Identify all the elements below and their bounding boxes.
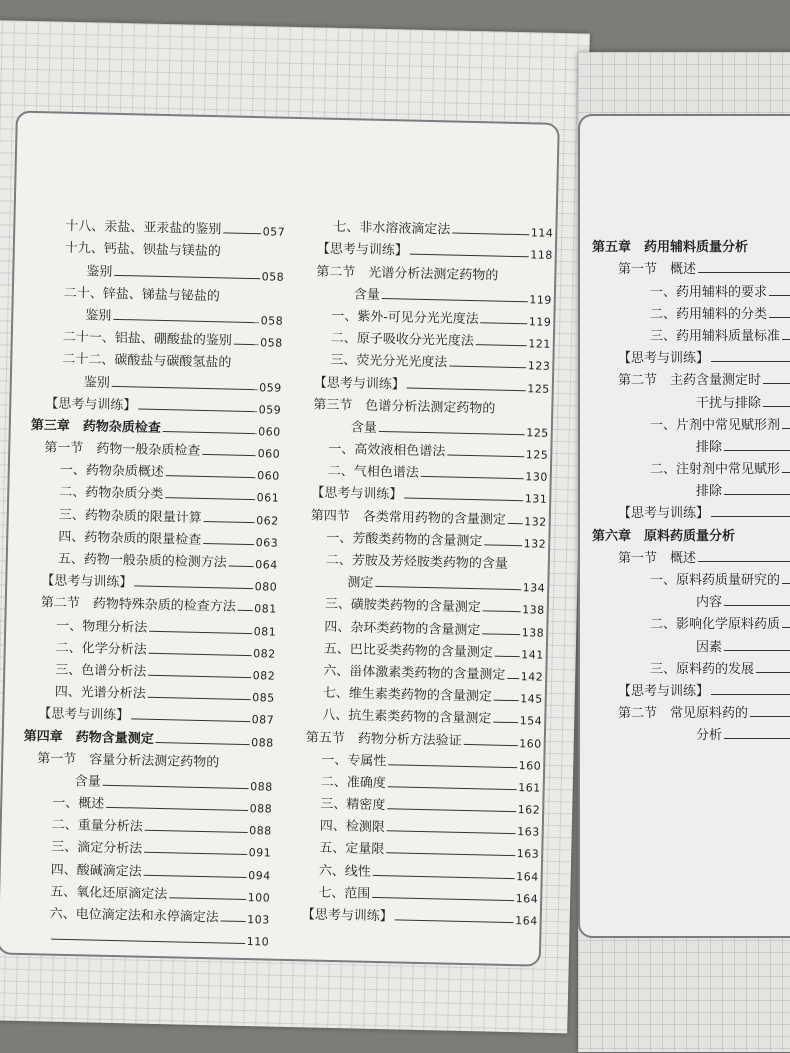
toc-entry-title: 第一节 药物一般杂质检查 bbox=[44, 440, 201, 459]
toc-entry-title: 测定 bbox=[347, 575, 374, 592]
toc-leader bbox=[373, 875, 514, 879]
toc-entry-title: 四、药物杂质的限量检查 bbox=[58, 529, 202, 548]
toc-entry bbox=[592, 521, 790, 543]
toc-entry bbox=[604, 499, 790, 521]
toc-leader bbox=[134, 586, 252, 590]
toc-entry bbox=[644, 388, 790, 410]
toc-leader bbox=[166, 475, 255, 478]
toc-page-number: 163 bbox=[517, 825, 540, 839]
toc-column-right bbox=[592, 233, 790, 744]
toc-leader bbox=[144, 874, 246, 877]
toc-entry-title: 一、原料药质量研究的 bbox=[650, 573, 781, 588]
toc-leader bbox=[229, 566, 254, 568]
toc-leader bbox=[508, 523, 523, 524]
toc-entry bbox=[592, 233, 790, 255]
toc-page-number: 154 bbox=[519, 714, 543, 729]
toc-page-number: 088 bbox=[249, 802, 273, 816]
right-page bbox=[578, 52, 790, 1052]
toc-page-number: 082 bbox=[253, 646, 276, 661]
toc-page-number: 059 bbox=[259, 380, 282, 395]
toc-page-number: 114 bbox=[530, 226, 554, 241]
toc-leader bbox=[103, 785, 248, 789]
toc-entry bbox=[644, 588, 790, 610]
toc-entry-title: 三、原料药的发展 bbox=[650, 661, 755, 677]
toc-entry bbox=[604, 677, 790, 699]
toc-leader bbox=[769, 295, 790, 296]
toc-entry bbox=[620, 455, 790, 477]
toc-page-number: 121 bbox=[528, 337, 551, 351]
toc-entry-title: 一、片剂中常见赋形剂 bbox=[650, 417, 781, 433]
toc-entry-title: 三、磺胺类药物的含量测定 bbox=[324, 597, 481, 616]
toc-entry-title: 二、气相色谱法 bbox=[327, 464, 420, 482]
toc-page-number: 161 bbox=[518, 781, 541, 795]
toc-page-number: 145 bbox=[520, 692, 543, 706]
toc-entry-title: 三、药用辅料质量标准 bbox=[650, 328, 781, 344]
toc-leader bbox=[382, 298, 527, 302]
toc-leader bbox=[507, 678, 519, 679]
toc-leader bbox=[711, 516, 790, 517]
toc-entry-title: 五、氧化还原滴定法 bbox=[50, 884, 168, 903]
toc-entry-title: 二十二、碳酸盐与碳酸氢盐的 bbox=[62, 352, 232, 371]
toc-entry-title: 二十、锌盐、锑盐与铋盐的 bbox=[63, 285, 220, 305]
toc-page-number: 130 bbox=[525, 470, 548, 485]
toc-leader bbox=[711, 694, 790, 695]
toc-entry-title: 【思考与训练】 bbox=[41, 573, 133, 591]
toc-entry-title: 四、检测限 bbox=[319, 818, 385, 836]
toc-leader bbox=[782, 627, 790, 628]
toc-leader bbox=[204, 521, 254, 523]
toc-entry-title: 第三章 药物杂质检查 bbox=[30, 417, 161, 436]
toc-entry-title: 五、巴比妥类药物的含量测定 bbox=[323, 641, 493, 661]
toc-page-number: 058 bbox=[260, 336, 283, 350]
toc-entry-title: 第二节 光谱分析法测定药物的 bbox=[316, 264, 499, 284]
toc-leader bbox=[404, 498, 522, 502]
toc-leader bbox=[114, 274, 259, 278]
toc-page-number: 063 bbox=[255, 535, 279, 550]
toc-leader bbox=[410, 254, 528, 258]
toc-page-number: 061 bbox=[256, 491, 280, 506]
toc-leader bbox=[494, 700, 519, 702]
toc-leader bbox=[481, 322, 527, 324]
toc-page-number: 160 bbox=[518, 758, 542, 773]
toc-leader bbox=[238, 610, 253, 611]
toc-leader bbox=[113, 319, 258, 323]
toc-leader bbox=[145, 830, 247, 833]
toc-page-number: 058 bbox=[260, 314, 284, 328]
toc-entry-title: 一、物理分析法 bbox=[56, 618, 148, 636]
toc-leader bbox=[698, 561, 790, 562]
toc-page-number: 142 bbox=[520, 670, 544, 684]
toc-leader bbox=[388, 786, 516, 790]
toc-leader bbox=[421, 476, 523, 479]
toc-leader bbox=[131, 719, 249, 723]
toc-entry-title: 八、抗生素类药物的含量测定 bbox=[322, 708, 492, 727]
toc-entry-title: 三、精密度 bbox=[320, 796, 386, 814]
toc-leader bbox=[449, 366, 525, 369]
toc-page-number: 138 bbox=[522, 603, 545, 618]
toc-entry-title: 【思考与训练】 bbox=[618, 506, 710, 522]
toc-page-number: 123 bbox=[527, 359, 551, 374]
toc-leader bbox=[711, 361, 790, 362]
toc-page-number: 164 bbox=[515, 891, 539, 906]
toc-page-number: 110 bbox=[246, 935, 270, 949]
toc-page-number: 088 bbox=[250, 779, 273, 794]
toc-leader bbox=[769, 317, 790, 318]
toc-leader bbox=[387, 830, 515, 834]
toc-entry bbox=[620, 566, 790, 588]
toc-leader bbox=[169, 897, 245, 900]
toc-leader bbox=[234, 344, 259, 346]
toc-entry-title: 第五节 药物分析方法验证 bbox=[305, 729, 462, 749]
toc-entry-title: 二、药物杂质分类 bbox=[59, 485, 164, 503]
toc-entry-title: 十八、汞盐、亚汞盐的鉴别 bbox=[65, 218, 222, 238]
toc-leader bbox=[495, 655, 520, 657]
toc-entry bbox=[604, 699, 790, 721]
toc-leader bbox=[782, 428, 790, 429]
toc-leader bbox=[379, 431, 524, 435]
toc-entry-title: 含量 bbox=[350, 420, 378, 436]
toc-leader bbox=[144, 852, 246, 855]
toc-entry-title: 第二节 主药含量测定时 bbox=[618, 373, 762, 389]
toc-leader bbox=[149, 653, 251, 656]
toc-page-number: 062 bbox=[256, 513, 279, 528]
toc-leader bbox=[51, 939, 244, 944]
toc-entry-title: 二、芳胺及芳烃胺类药物的含量 bbox=[325, 552, 508, 572]
toc-page-number: 119 bbox=[529, 293, 552, 307]
toc-page-number: 060 bbox=[257, 469, 280, 483]
toc-entry-title: 一、药用辅料的要求 bbox=[650, 284, 768, 300]
toc-entry bbox=[620, 610, 790, 632]
toc-leader bbox=[698, 272, 790, 273]
toc-leader bbox=[782, 472, 790, 473]
toc-entry-title: 七、范围 bbox=[318, 885, 371, 902]
toc-entry-title: 【思考与训练】 bbox=[311, 485, 403, 503]
toc-entry-title: 【思考与训练】 bbox=[38, 706, 130, 724]
toc-leader bbox=[138, 408, 256, 412]
toc-page-number: 164 bbox=[515, 914, 538, 928]
toc-leader bbox=[149, 630, 251, 633]
toc-entry bbox=[620, 411, 790, 433]
left-page bbox=[0, 20, 590, 1033]
toc-entry-title: 三、色谱分析法 bbox=[55, 662, 147, 680]
toc-entry-title: 一、概述 bbox=[52, 795, 105, 812]
toc-entry bbox=[644, 477, 790, 499]
toc-leader bbox=[447, 455, 523, 458]
toc-entry-title: 【思考与训练】 bbox=[316, 241, 409, 259]
toc-entry-title: 第一节 概述 bbox=[618, 550, 697, 566]
toc-entry-title: 【思考与训练】 bbox=[618, 683, 710, 699]
toc-entry bbox=[604, 344, 790, 366]
toc-page-number: 131 bbox=[524, 492, 548, 507]
toc-leader bbox=[476, 344, 526, 346]
toc-entry bbox=[620, 655, 790, 677]
toc-entry-title: 【思考与训练】 bbox=[618, 351, 710, 367]
toc-entry-title: 【思考与训练】 bbox=[301, 907, 393, 925]
toc-entry-title: 一、紫外-可见分光光度法 bbox=[331, 308, 479, 328]
toc-entry bbox=[620, 277, 790, 299]
toc-leader bbox=[223, 233, 260, 235]
toc-column-left bbox=[19, 211, 286, 949]
toc-entry-title: 排除 bbox=[696, 439, 723, 455]
toc-entry-title: 第五章 药用辅料质量分析 bbox=[592, 240, 749, 256]
toc-entry-title: 第六章 原料药质量分析 bbox=[592, 528, 736, 544]
toc-entry-title: 第四节 各类常用药物的含量测定 bbox=[310, 508, 506, 528]
toc-leader bbox=[756, 672, 790, 673]
toc-entry-title: 四、杂环类药物的含量测定 bbox=[324, 619, 481, 638]
toc-leader bbox=[148, 697, 250, 700]
toc-entry-title: 【思考与训练】 bbox=[313, 374, 406, 393]
toc-entry-title: 二、准确度 bbox=[320, 774, 386, 792]
toc-entry bbox=[620, 300, 790, 322]
toc-page-number: 082 bbox=[252, 669, 276, 683]
toc-entry-title: 一、药物杂质概述 bbox=[59, 462, 164, 481]
toc-leader bbox=[148, 675, 250, 678]
toc-entry bbox=[604, 544, 790, 566]
toc-leader bbox=[484, 544, 521, 546]
toc-leader bbox=[163, 431, 256, 434]
toc-entry bbox=[644, 721, 790, 743]
toc-entry-title: 鉴别 bbox=[83, 374, 110, 391]
toc-page-number: 132 bbox=[523, 537, 547, 551]
toc-leader bbox=[452, 233, 528, 236]
toc-page-number: 134 bbox=[522, 581, 546, 595]
toc-entry-title: 一、专属性 bbox=[321, 752, 387, 769]
toc-page-number: 057 bbox=[262, 225, 286, 239]
toc-leader bbox=[165, 498, 254, 501]
toc-entry-title: 分析 bbox=[696, 728, 723, 744]
toc-entry-title: 干扰与排除 bbox=[696, 395, 762, 411]
toc-entry-title: 二、重量分析法 bbox=[51, 817, 143, 835]
toc-leader bbox=[763, 406, 790, 407]
toc-entry-title: 含量 bbox=[74, 773, 101, 790]
toc-page-number: 125 bbox=[526, 426, 549, 440]
toc-leader bbox=[724, 650, 790, 651]
toc-entry bbox=[620, 322, 790, 344]
toc-page-number: 060 bbox=[257, 447, 281, 461]
toc-page-number: 163 bbox=[516, 847, 540, 862]
toc-entry-title: 鉴别 bbox=[85, 308, 112, 324]
toc-column-middle bbox=[288, 212, 554, 927]
toc-leader bbox=[724, 738, 790, 739]
toc-entry-title: 第四章 药物含量测定 bbox=[23, 728, 154, 747]
toc-entry-title: 第一节 概述 bbox=[618, 262, 697, 278]
toc-leader bbox=[387, 808, 515, 812]
toc-page-number: 125 bbox=[525, 448, 549, 462]
toc-entry-title: 四、酸碱滴定法 bbox=[50, 862, 142, 880]
toc-entry-title: 第一节 容量分析法测定药物的 bbox=[37, 750, 220, 771]
toc-leader bbox=[388, 764, 516, 768]
toc-leader bbox=[156, 741, 249, 744]
toc-leader bbox=[386, 853, 514, 857]
toc-leader bbox=[372, 897, 513, 901]
toc-leader bbox=[724, 605, 790, 606]
toc-page-number: 164 bbox=[516, 869, 539, 884]
toc-leader bbox=[483, 611, 520, 613]
toc-entry-title: 一、芳酸类药物的含量测定 bbox=[326, 530, 483, 550]
toc-entry-title: 二、原子吸收分光光度法 bbox=[330, 330, 475, 350]
toc-entry-title: 五、药物一般杂质的检测方法 bbox=[57, 551, 227, 571]
toc-entry-title: 二十一、铝盐、硼酸盐的鉴别 bbox=[62, 329, 232, 349]
toc-leader bbox=[782, 583, 790, 584]
toc-entry bbox=[604, 366, 790, 388]
toc-page-number: 094 bbox=[248, 868, 271, 883]
toc-leader bbox=[724, 494, 790, 495]
toc-entry-title: 七、维生素类药物的含量测定 bbox=[322, 685, 492, 705]
toc-leader bbox=[202, 454, 255, 456]
toc-page-number: 125 bbox=[527, 381, 550, 396]
toc-entry-title: 第三节 色谱分析法测定药物的 bbox=[313, 397, 496, 417]
toc-page-number: 160 bbox=[519, 736, 542, 751]
toc-entry-title: 四、光谱分析法 bbox=[54, 684, 146, 702]
toc-page-number: 119 bbox=[528, 315, 552, 329]
toc-entry-title: 第二节 常见原料药的 bbox=[618, 706, 749, 722]
toc-entry-title: 二、化学分析法 bbox=[55, 640, 147, 658]
toc-leader bbox=[750, 716, 790, 717]
toc-leader bbox=[763, 383, 790, 384]
toc-page-number: 091 bbox=[248, 846, 272, 861]
toc-entry bbox=[644, 632, 790, 654]
toc-leader bbox=[493, 722, 518, 724]
toc-page-number: 085 bbox=[252, 691, 275, 705]
toc-leader bbox=[407, 387, 525, 391]
toc-entry-title: 三、滴定分析法 bbox=[51, 840, 143, 858]
toc-entry-title: 六、电位滴定法和永停滴定法 bbox=[49, 906, 219, 926]
toc-leader bbox=[221, 920, 246, 922]
toc-entry-title: 第二节 药物特殊杂质的检查方法 bbox=[40, 595, 236, 616]
toc-page-number: 059 bbox=[258, 402, 282, 417]
toc-entry-title: 【思考与训练】 bbox=[45, 396, 137, 414]
toc-entry-title: 十九、钙盐、钡盐与镁盐的 bbox=[64, 241, 221, 260]
toc-entry-title: 六、线性 bbox=[318, 863, 371, 880]
toc-page-number: 103 bbox=[247, 913, 270, 927]
toc-entry-title: 三、荧光分光光度法 bbox=[330, 353, 448, 371]
toc-page-number: 088 bbox=[251, 735, 274, 750]
toc-page-number: 080 bbox=[254, 580, 278, 594]
toc-page-number: 087 bbox=[251, 713, 275, 727]
toc-entry-title: 二、影响化学原料药质 bbox=[650, 617, 781, 633]
toc-leader bbox=[464, 743, 517, 745]
toc-leader bbox=[724, 450, 790, 451]
toc-page-number: 088 bbox=[249, 824, 272, 838]
toc-entry-title: 七、非水溶液滴定法 bbox=[333, 220, 451, 238]
toc-entry-title: 内容 bbox=[696, 595, 723, 611]
toc-entry-title: 二、注射剂中常见赋形 bbox=[650, 462, 781, 478]
toc-entry-title: 三、药物杂质的限量计算 bbox=[58, 507, 202, 526]
toc-leader bbox=[112, 385, 257, 389]
toc-leader bbox=[203, 543, 253, 545]
toc-page-number: 141 bbox=[521, 647, 544, 662]
toc-page-number: 081 bbox=[253, 624, 277, 639]
toc-page-number: 081 bbox=[254, 602, 277, 617]
toc-page-number: 100 bbox=[247, 890, 271, 905]
toc-entry bbox=[604, 255, 790, 277]
toc-page-number: 060 bbox=[258, 425, 281, 439]
toc-entry-title: 五、定量限 bbox=[319, 841, 385, 858]
toc-page-number: 162 bbox=[517, 803, 541, 817]
toc-entry-title: 一、高效液相色谱法 bbox=[328, 441, 446, 460]
toc-leader bbox=[375, 586, 520, 590]
toc-page-number: 064 bbox=[255, 558, 278, 572]
toc-entry-title: 排除 bbox=[696, 484, 723, 500]
toc-entry-title: 含量 bbox=[353, 287, 381, 303]
toc-leader bbox=[482, 633, 519, 635]
toc-leader bbox=[106, 807, 247, 811]
toc-entry-title: 六、甾体激素类药物的含量测定 bbox=[323, 663, 506, 683]
toc-page-number: 132 bbox=[524, 514, 547, 529]
toc-leader bbox=[782, 339, 790, 340]
toc-entry-title: 二、药用辅料的分类 bbox=[650, 306, 768, 322]
toc-entry bbox=[644, 433, 790, 455]
toc-page-number: 138 bbox=[521, 625, 545, 640]
toc-entry-title: 因素 bbox=[696, 639, 723, 655]
toc-page-number: 118 bbox=[530, 248, 553, 263]
toc-page-number: 058 bbox=[261, 269, 285, 284]
toc-leader bbox=[395, 919, 513, 923]
toc-entry-title: 鉴别 bbox=[86, 263, 113, 280]
